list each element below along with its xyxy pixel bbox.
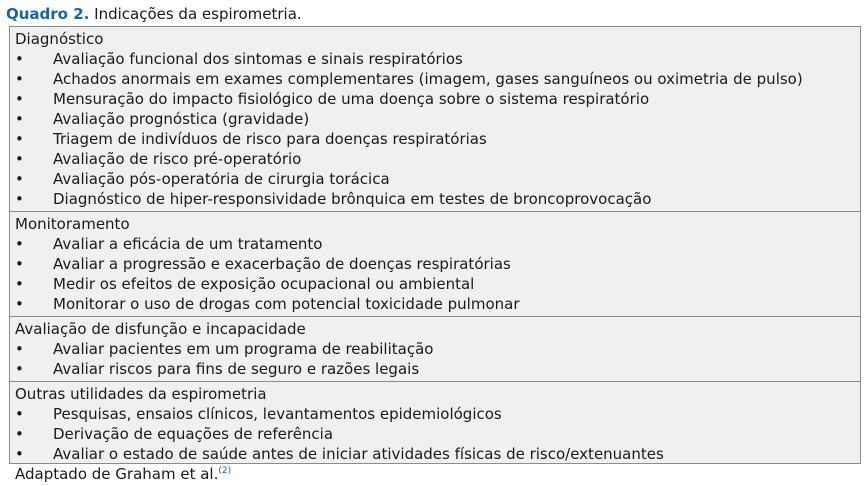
list-item bbox=[10, 69, 860, 89]
section-monitoramento bbox=[10, 212, 860, 317]
footnote-reference: (2) bbox=[218, 466, 232, 476]
bullet: • bbox=[15, 70, 24, 88]
list-item bbox=[10, 274, 860, 294]
caption-label: Quadro 2. bbox=[6, 5, 90, 23]
bullet: • bbox=[15, 255, 24, 273]
bullet: • bbox=[15, 50, 24, 68]
list-item-text: Avaliar a eficácia de um tratamento bbox=[53, 235, 323, 253]
bullet: • bbox=[15, 360, 24, 378]
list-item bbox=[10, 444, 860, 464]
list-item bbox=[10, 109, 860, 129]
list-item bbox=[10, 149, 860, 169]
list-item bbox=[10, 89, 860, 109]
footnote-text: Adaptado de Graham et al. bbox=[15, 465, 219, 483]
section-title: Avaliação de disfunção e incapacidade bbox=[15, 320, 306, 338]
list-item-text: Avaliação pós-operatória de cirurgia torácica bbox=[53, 170, 390, 188]
list-item-text: Avaliação de risco pré-operatório bbox=[53, 150, 302, 168]
section-title: Monitoramento bbox=[15, 215, 130, 233]
list-item bbox=[10, 169, 860, 189]
bullet: • bbox=[15, 445, 24, 463]
bullet: • bbox=[15, 425, 24, 443]
list-item bbox=[10, 404, 860, 424]
list-item-text: Avaliação prognóstica (gravidade) bbox=[53, 110, 310, 128]
bullet: • bbox=[15, 340, 24, 358]
indications-table bbox=[9, 26, 861, 464]
section-disfuncao-incapacidade bbox=[10, 317, 860, 382]
list-item bbox=[10, 49, 860, 69]
list-item bbox=[10, 359, 860, 379]
bullet: • bbox=[15, 130, 24, 148]
list-item-text: Monitorar o uso de drogas com potencial toxicidade pulmonar bbox=[53, 295, 520, 313]
list-item bbox=[10, 294, 860, 314]
list-item-text: Avaliação funcional dos sintomas e sinais respiratórios bbox=[53, 50, 463, 68]
section-title: Outras utilidades da espirometria bbox=[15, 385, 267, 403]
bullet: • bbox=[15, 190, 24, 208]
section-title: Diagnóstico bbox=[15, 30, 104, 48]
bullet: • bbox=[15, 150, 24, 168]
list-item-text: Avaliar a progressão e exacerbação de doenças respiratórias bbox=[53, 255, 511, 273]
list-item-text: Medir os efeitos de exposição ocupacional ou ambiental bbox=[53, 275, 475, 293]
bullet: • bbox=[15, 110, 24, 128]
list-item-text: Diagnóstico de hiper-responsividade brônquica em testes de broncoprovocação bbox=[53, 190, 652, 208]
list-item bbox=[10, 424, 860, 444]
list-item-text: Mensuração do impacto fisiológico de uma doença sobre o sistema respiratório bbox=[53, 90, 650, 108]
list-item-text: Achados anormais em exames complementares (imagem, gases sanguíneos ou oximetria de pulso) bbox=[53, 70, 803, 88]
bullet: • bbox=[15, 90, 24, 108]
list-item bbox=[10, 189, 860, 209]
list-item-text: Avaliar riscos para fins de seguro e razões legais bbox=[53, 360, 420, 378]
list-item-text: Avaliar pacientes em um programa de reabilitação bbox=[53, 340, 434, 358]
list-item-text: Triagem de indivíduos de risco para doenças respiratórias bbox=[53, 130, 487, 148]
bullet: • bbox=[15, 275, 24, 293]
section-outras-utilidades bbox=[10, 382, 860, 466]
bullet: • bbox=[15, 170, 24, 188]
list-item-text: Derivação de equações de referência bbox=[53, 425, 334, 443]
caption-title: Indicações da espirometria. bbox=[94, 5, 302, 23]
list-item bbox=[10, 254, 860, 274]
table-caption bbox=[6, 5, 302, 23]
list-item-text: Avaliar o estado de saúde antes de iniciar atividades físicas de risco/extenuantes bbox=[53, 445, 664, 463]
bullet: • bbox=[15, 295, 24, 313]
list-item-text: Pesquisas, ensaios clínicos, levantamentos epidemiológicos bbox=[53, 405, 502, 423]
list-item bbox=[10, 339, 860, 359]
source-footnote bbox=[15, 464, 231, 484]
bullet: • bbox=[15, 235, 24, 253]
section-diagnostico bbox=[10, 27, 860, 212]
list-item bbox=[10, 129, 860, 149]
list-item bbox=[10, 234, 860, 254]
bullet: • bbox=[15, 405, 24, 423]
